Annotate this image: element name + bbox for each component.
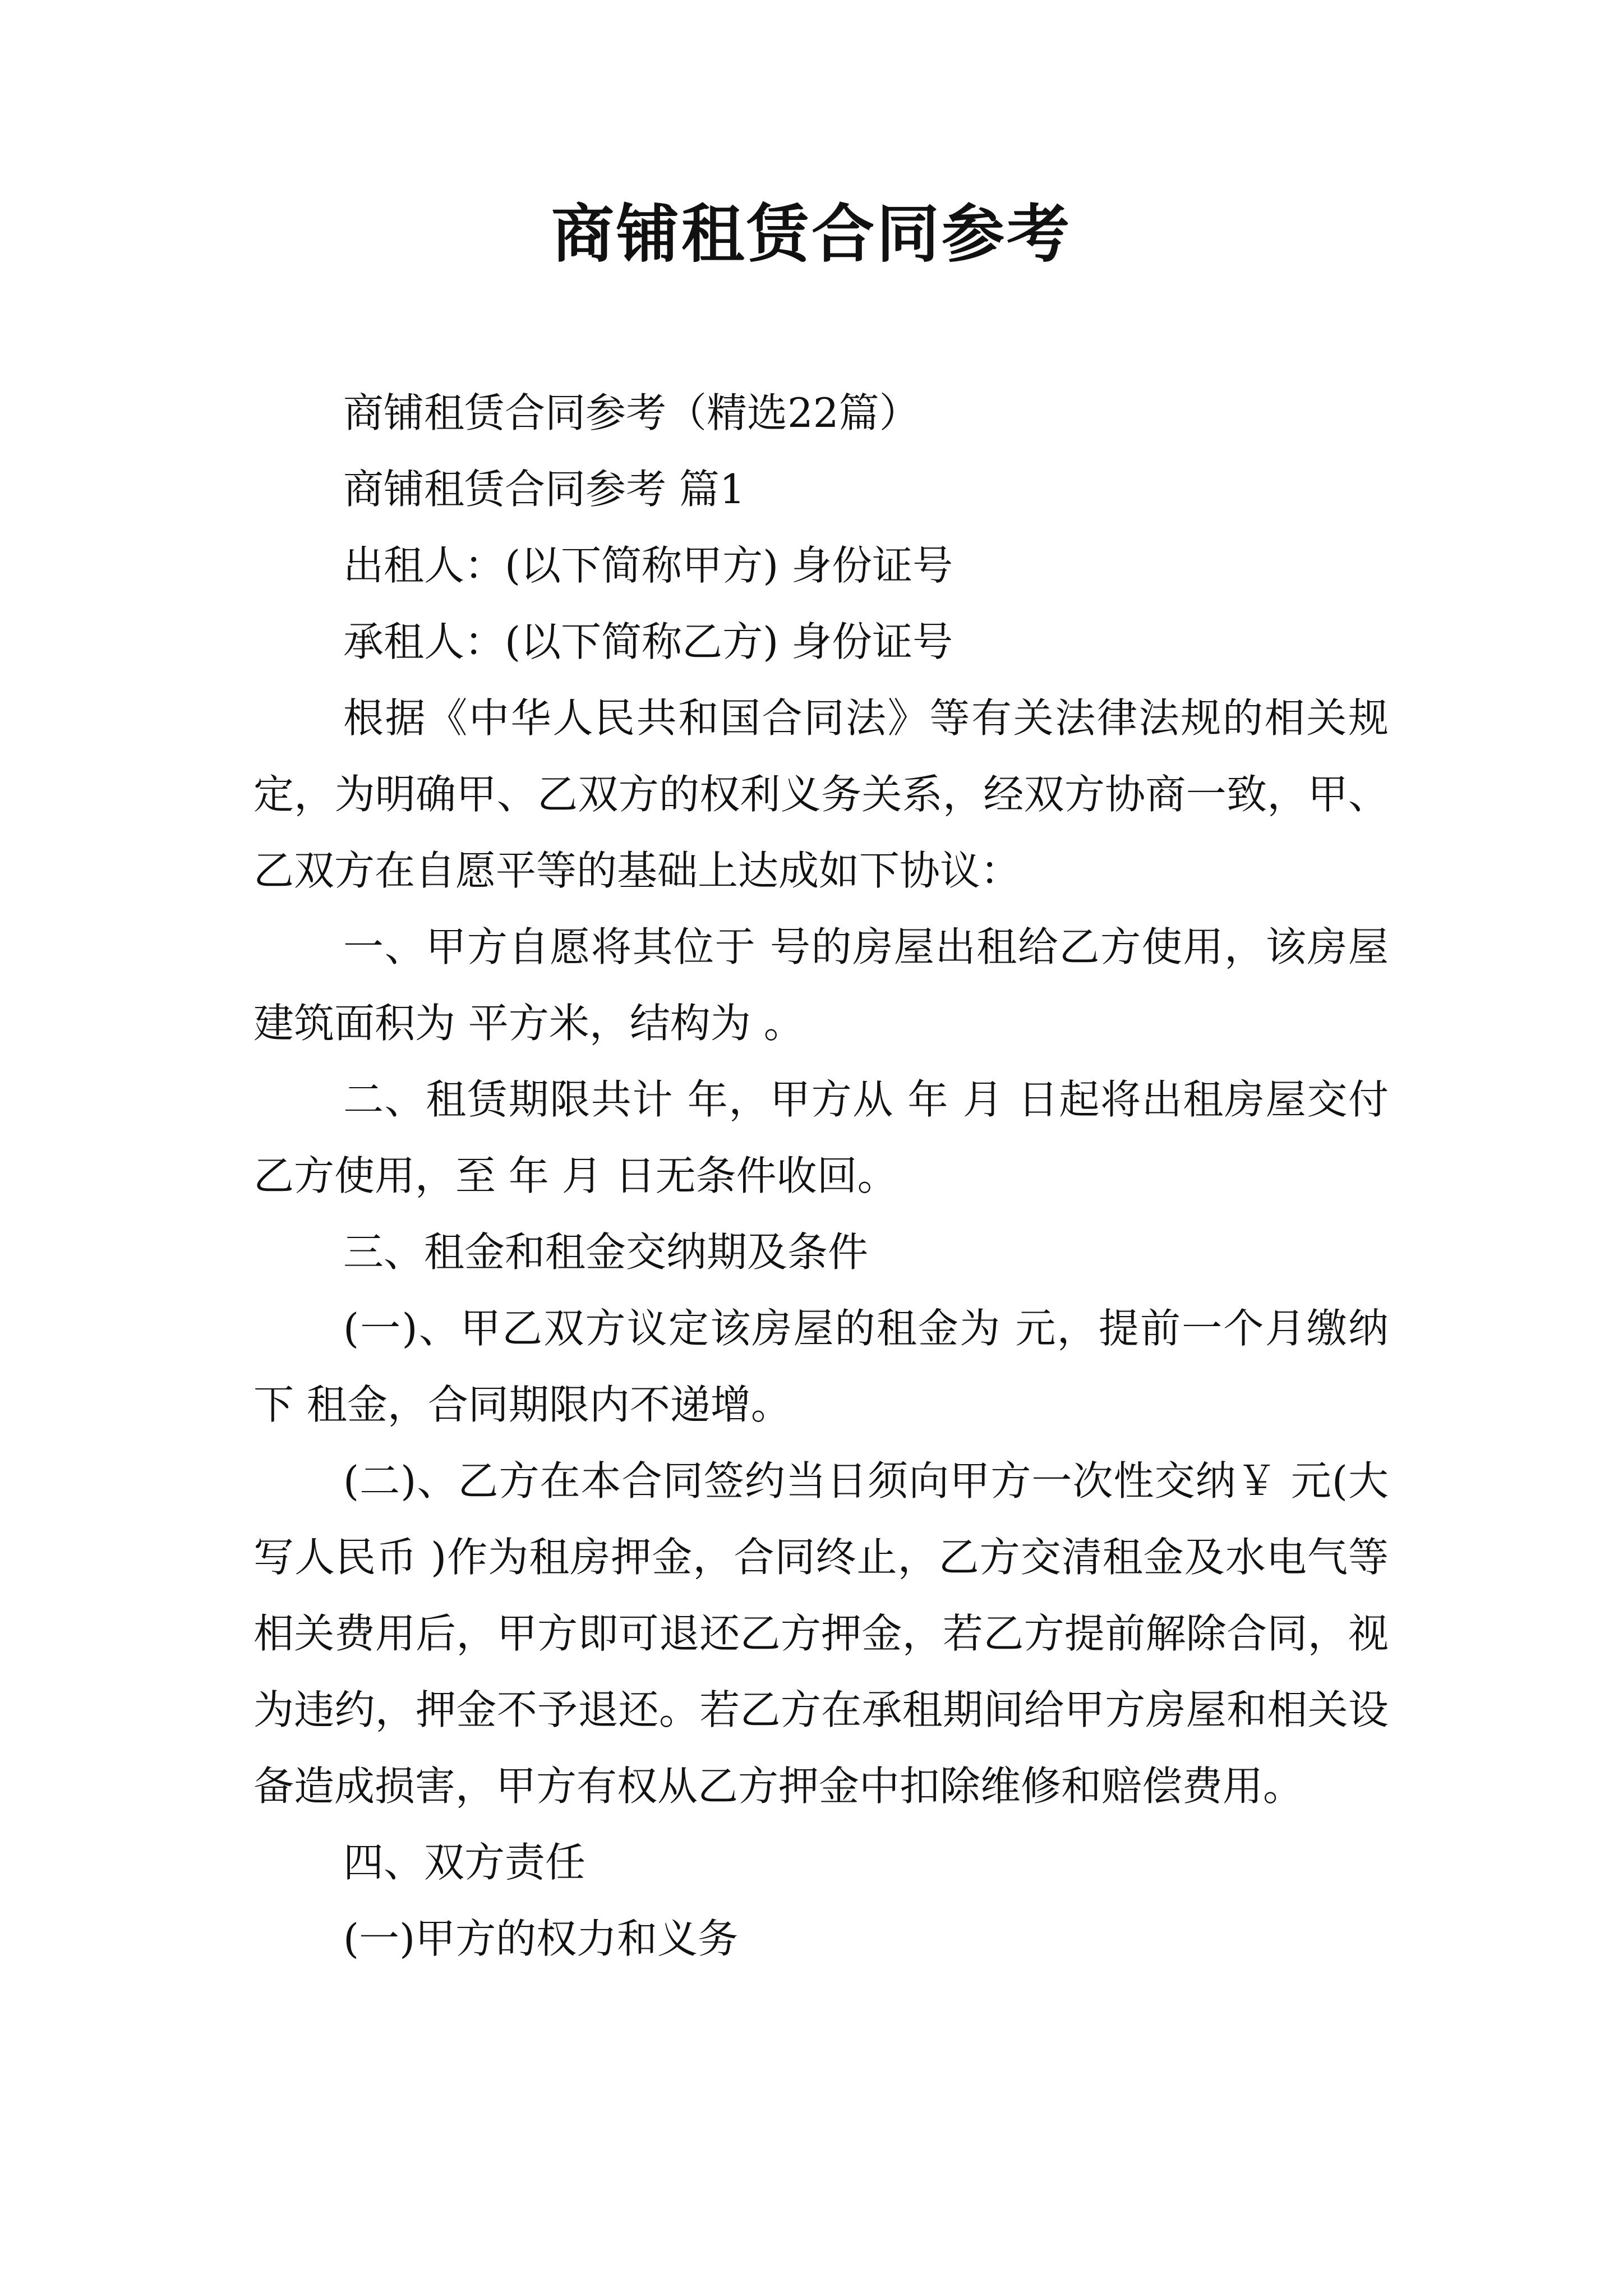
paragraph-lessor: 出租人：(以下简称甲方) 身份证号 [343,542,953,589]
document-title: 商铺租赁合同参考 [551,197,1072,271]
document-body [253,375,1389,1977]
paragraph-clause-1: 一、甲方自愿将其位于 号的房屋出租给乙方使用，该房屋建筑面积为 平方米，结构为 。 [253,923,1389,1047]
paragraph-clause-4-1: (一)甲方的权力和义务 [343,1915,739,1962]
paragraph-lessee: 承租人：(以下简称乙方) 身份证号 [343,618,953,665]
paragraph-subtitle: 商铺租赁合同参考（精选22篇） [343,389,920,436]
paragraph-section-heading: 商铺租赁合同参考 篇1 [343,466,745,513]
paragraph-clause-3-1: (一)、甲乙双方议定该房屋的租金为 元，提前一个月缴纳下 租金，合同期限内不递增。 [253,1305,1389,1428]
paragraph-preamble: 根据《中华人民共和国合同法》等有关法律法规的相关规定，为明确甲、乙双方的权利义务关系，经双方协商一致，甲、乙双方在自愿平等的基础上达成如下协议： [253,694,1389,894]
paragraph-clause-2: 二、租赁期限共计 年，甲方从 年 月 日起将出租房屋交付乙方使用，至 年 月 日无条件收回。 [253,1076,1389,1199]
paragraph-clause-3: 三、租金和租金交纳期及条件 [343,1228,869,1276]
paragraph-clause-3-2: (二)、乙方在本合同签约当日须向甲方一次性交纳￥ 元(大写人民币 )作为租房押金，合同终止，乙方交清租金及水电气等相关费用后，甲方即可退还乙方押金，若乙方提前解除合同，视为违约，押金不予退还。若乙方在承租期间给甲方房屋和相关设备造成损害，甲方有权从乙方押金中扣除维修和赔偿费用。 [253,1457,1389,1810]
paragraph-clause-4: 四、双方责任 [343,1839,586,1886]
